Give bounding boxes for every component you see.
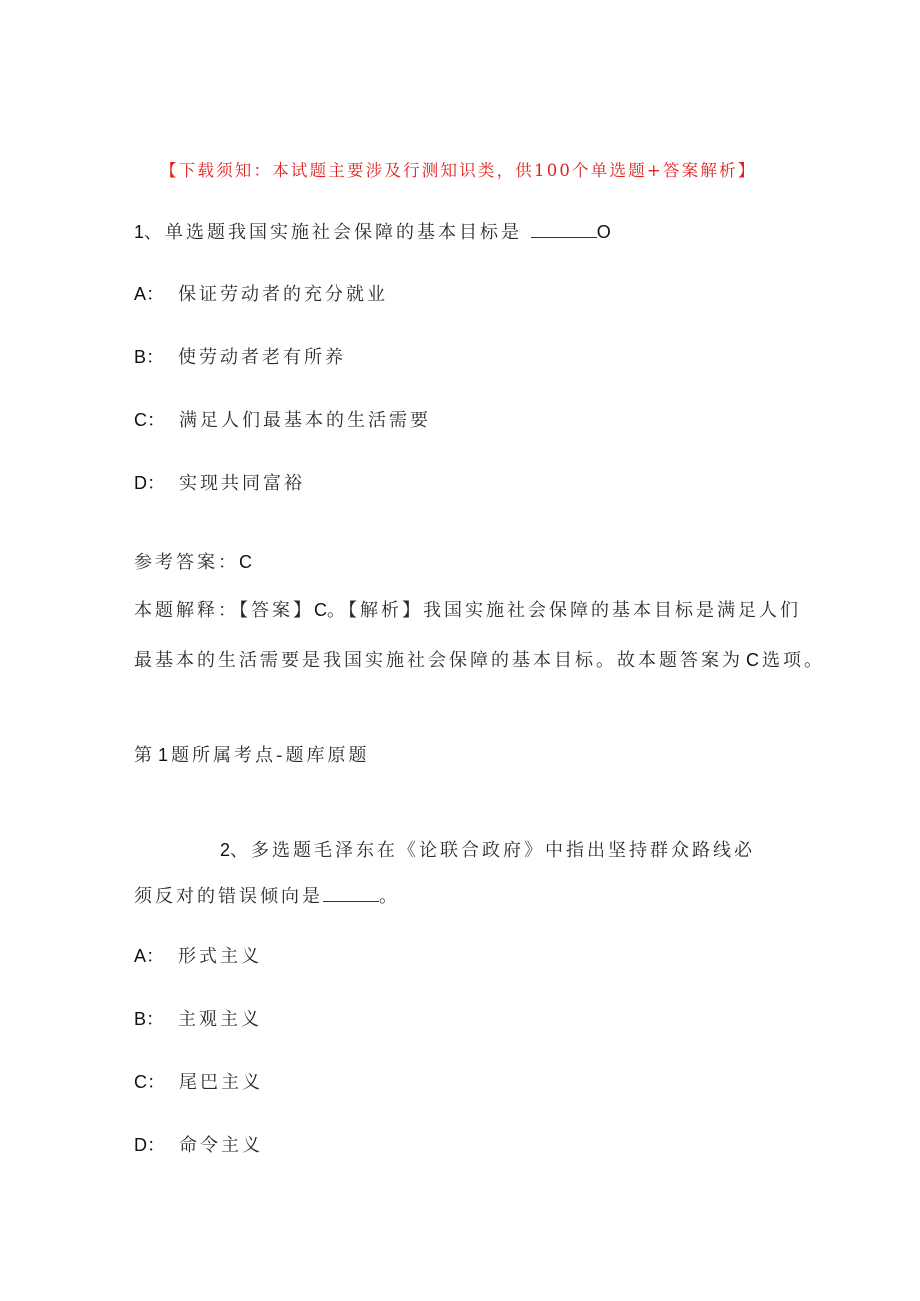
explanation-text: 【答案】 — [239, 600, 314, 621]
question-sep: 、 — [144, 222, 166, 243]
explanation-text: 最基本的生活需要是我国实施社会保障的基本目标。故本题答案为 — [134, 650, 743, 671]
answer-label: 参考答案： — [134, 552, 239, 573]
question-type: 多选题 — [251, 840, 315, 861]
option-text: 形式主义 — [178, 946, 263, 967]
option-label: A： — [134, 284, 165, 304]
topic-prefix: 第 — [134, 745, 155, 766]
question-text: 须反对的错误倾向是 — [134, 886, 323, 907]
question-1-answer — [134, 550, 252, 575]
question-number: 1 — [134, 222, 145, 242]
question-2-option-b — [134, 1007, 262, 1032]
question-1-option-c — [134, 408, 431, 433]
question-sep: 、 — [230, 840, 252, 861]
question-2-option-c — [134, 1070, 263, 1095]
explanation-label: 本题解释： — [134, 600, 239, 621]
question-number: 2 — [220, 840, 231, 860]
question-text: 毛泽东在《论联合政府》中指出坚持群众路线必 — [314, 840, 756, 861]
question-2-option-d — [134, 1133, 263, 1158]
answer-blank — [531, 223, 597, 238]
option-label: A： — [134, 946, 165, 966]
option-text: 命令主义 — [179, 1135, 263, 1156]
option-text: 尾巴主义 — [179, 1072, 263, 1093]
answer-value: C — [239, 552, 252, 572]
question-end: O — [596, 222, 611, 242]
question-1-option-d — [134, 471, 305, 496]
question-2-option-a — [134, 944, 262, 969]
explanation-text: 选项。 — [762, 650, 825, 671]
question-type: 单选题 — [165, 222, 229, 243]
question-1-topic — [134, 743, 370, 768]
option-label: C： — [134, 410, 165, 430]
option-label: D： — [134, 473, 165, 493]
question-1-option-b — [134, 345, 346, 370]
option-label: D： — [134, 1135, 165, 1155]
topic-number: 1 — [158, 745, 169, 765]
explanation-answer: C — [746, 650, 759, 670]
topic-text: 题所属考点-题库原题 — [171, 745, 370, 766]
question-2-stem-line2 — [134, 885, 400, 909]
question-text: 我国实施社会保障的基本目标是 — [228, 222, 523, 243]
option-label: C： — [134, 1072, 165, 1092]
download-notice: 【下载须知：本试题主要涉及行测知识类，供100个单选题+答案解析】 — [160, 161, 757, 180]
answer-blank — [323, 887, 379, 902]
question-1-explanation-line1 — [134, 598, 801, 623]
option-text: 保证劳动者的充分就业 — [178, 284, 389, 305]
option-text: 实现共同富裕 — [179, 473, 305, 494]
option-label: B： — [134, 347, 165, 367]
option-text: 主观主义 — [178, 1009, 263, 1030]
option-text: 满足人们最基本的生活需要 — [179, 410, 431, 431]
question-1-stem — [134, 220, 611, 245]
question-1-option-a — [134, 282, 388, 307]
option-label: B： — [134, 1009, 165, 1029]
question-end: 。 — [379, 886, 400, 907]
explanation-answer: C — [314, 600, 327, 620]
question-2-stem-line1 — [220, 838, 755, 863]
question-1-explanation-line2 — [134, 648, 825, 673]
option-text: 使劳动者老有所养 — [178, 347, 347, 368]
explanation-text: 。【解析】我国实施社会保障的基本目标是满足人们 — [327, 600, 801, 621]
